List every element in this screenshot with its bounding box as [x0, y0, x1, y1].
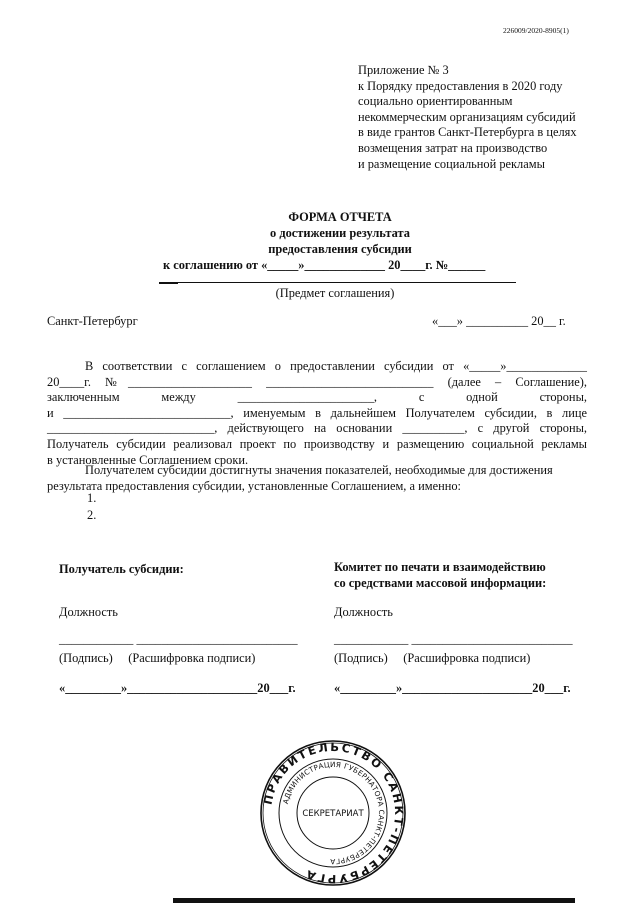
appendix-line: возмещения затрат на производство — [358, 140, 548, 155]
city-date: «___» __________ 20__ г. — [432, 314, 566, 328]
committee-heading: со средствами массовой информации: — [334, 576, 547, 590]
agreement-reference: к соглашению от «_____»_____________ 20____г. №______ — [163, 258, 486, 272]
stamp-inner-text: АДМИНИСТРАЦИЯ ГУБЕРНАТОРА САНКТ-ПЕТЕРБУРГА — [280, 759, 387, 867]
appendix-line: в виде грантов Санкт-Петербурга в целях — [358, 125, 577, 140]
recipient-heading: Получатель субсидии: — [59, 562, 184, 576]
paragraph-line: заключенным между ______________________, с одной стороны, — [47, 390, 587, 405]
form-title: ФОРМА ОТЧЕТА — [288, 210, 392, 224]
committee-heading: Комитет по печати и взаимодействию — [334, 560, 546, 574]
committee-signature-labels: (Подпись) (Расшифровка подписи) — [334, 651, 531, 665]
subject-label: (Предмет соглашения) — [275, 286, 395, 300]
paragraph-line: 20____г. №____________________ ___________________________ (далее – Соглашение), — [47, 374, 587, 389]
city: Санкт-Петербург — [47, 314, 138, 328]
paragraph-line: и ___________________________, именуемым в дальнейшем Получателем субсидии, в лице — [47, 405, 587, 420]
recipient-signature-blanks: ____________ __________________________ — [59, 632, 298, 646]
paragraph-line: в установленные Соглашением сроки. — [47, 452, 249, 467]
subject-line — [159, 282, 516, 283]
paragraph-line: ___________________________, действующего на основании __________, с другой стороны, — [47, 421, 587, 436]
appendix-line: Приложение № 3 — [358, 63, 449, 77]
committee-date-line: «_________»_____________________20___г. — [334, 681, 571, 695]
appendix-line: некоммерческим организациям субсидий — [358, 109, 576, 124]
committee-signature-blanks: ____________ __________________________ — [334, 632, 573, 646]
form-subtitle: о достижении результата — [270, 226, 410, 240]
list-item: 1. — [87, 491, 97, 505]
committee-position: Должность — [334, 605, 393, 619]
appendix-line: социально ориентированным — [358, 94, 513, 109]
list-item: 2. — [87, 508, 97, 522]
official-stamp — [258, 738, 408, 893]
stamp-outer-text: ПРАВИТЕЛЬСТВО САНКТ-ПЕТЕРБУРГА — [260, 739, 407, 887]
recipient-date-line: «_________»_____________________20___г. — [59, 681, 296, 695]
paragraph-line: результата предоставления субсидии, установленные Соглашением, а именно: — [47, 478, 461, 493]
main-paragraph — [47, 359, 587, 468]
recipient-signature-labels: (Подпись) (Расшифровка подписи) — [59, 651, 256, 665]
paragraph-line: В соответствии с соглашением о предоставлении субсидии от «_____»_____________ — [85, 359, 587, 373]
appendix-line: к Порядку предоставления в 2020 году — [358, 78, 563, 93]
stamp-center-text: СЕКРЕТАРИАТ — [302, 809, 364, 819]
form-subtitle: предоставления субсидии — [268, 242, 412, 256]
indicators-paragraph — [47, 463, 587, 494]
paragraph-line: Получатель субсидии реализовал проект по производству и размещению социальной рекламы — [47, 436, 587, 451]
appendix-line: и размещение социальной рекламы — [358, 156, 545, 171]
recipient-position: Должность — [59, 605, 118, 619]
paragraph-line: Получателем субсидии достигнуты значения показателей, необходимые для достижения — [85, 463, 553, 477]
document-id: 226009/2020-8905(1) — [503, 26, 569, 35]
subject-line — [159, 283, 178, 284]
appendix-note — [358, 63, 577, 172]
bottom-bar — [173, 898, 575, 903]
